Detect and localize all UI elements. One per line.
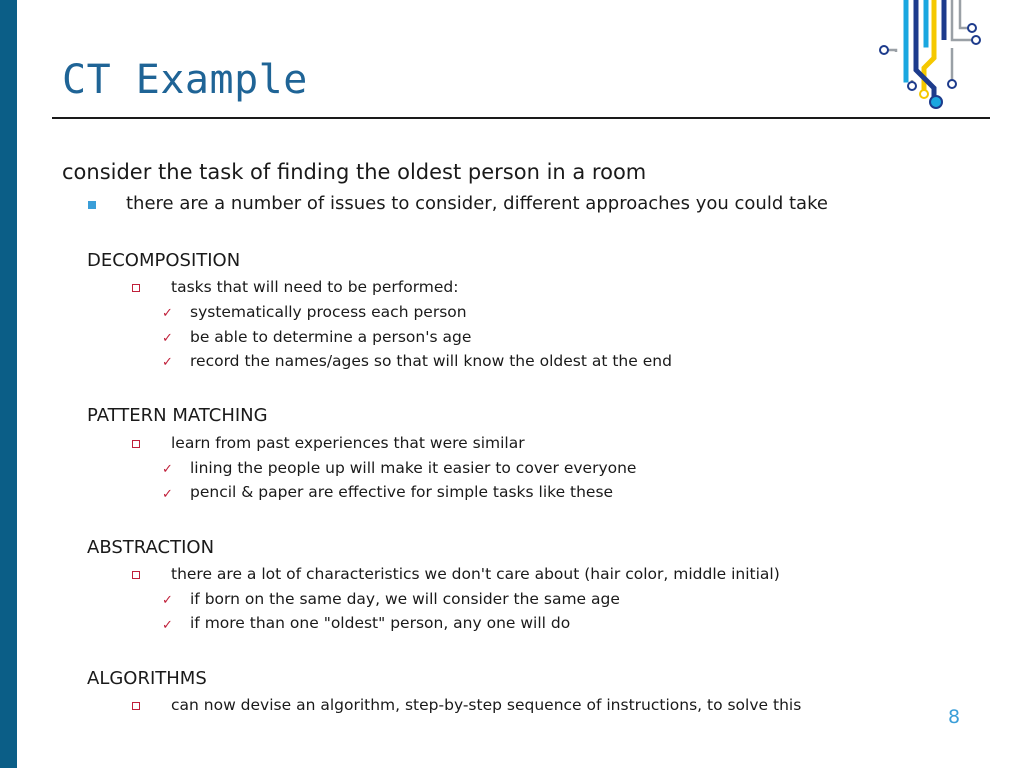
page-number: 8 [948,706,961,728]
check-mark-icon: ✓ [162,462,173,477]
section-heading-pattern-matching: PATTERN MATCHING [87,405,268,426]
check-mark-icon: ✓ [162,355,173,370]
check-mark-icon: ✓ [162,306,173,321]
abstraction-check-1: if born on the same day, we will consider the same age [190,590,620,608]
red-square-bullet-icon [132,571,140,579]
check-mark-icon: ✓ [162,618,173,633]
pattern-matching-check-1: lining the people up will make it easier to cover everyone [190,459,637,477]
decomposition-check-1: systematically process each person [190,303,467,321]
section-heading-abstraction: ABSTRACTION [87,537,215,558]
section-heading-decomposition: DECOMPOSITION [87,250,241,271]
decomposition-point: tasks that will need to be performed: [171,278,459,296]
check-mark-icon: ✓ [162,593,173,608]
section-heading-algorithms: ALGORITHMS [87,668,207,689]
pattern-matching-point: learn from past experiences that were similar [171,434,525,452]
check-mark-icon: ✓ [162,487,173,502]
red-square-bullet-icon [132,284,140,292]
check-mark-icon: ✓ [162,331,173,346]
decomposition-check-3: record the names/ages so that will know the oldest at the end [190,352,672,370]
abstraction-check-2: if more than one "oldest" person, any one will do [190,614,571,632]
red-square-bullet-icon [132,702,140,710]
intro-sub-point: there are a number of issues to consider, different approaches you could take [126,193,828,214]
intro-text: consider the task of finding the oldest person in a room [62,160,647,184]
slide-title: CT Example [62,57,308,103]
pattern-matching-check-2: pencil & paper are effective for simple tasks like these [190,483,614,501]
decomposition-check-2: be able to determine a person's age [190,328,472,346]
abstraction-point: there are a lot of characteristics we don't care about (hair color, middle initial) [171,565,780,583]
algorithms-point: can now devise an algorithm, step-by-step sequence of instructions, to solve this [171,696,802,714]
red-square-bullet-icon [132,440,140,448]
blue-square-bullet-icon [88,201,96,209]
